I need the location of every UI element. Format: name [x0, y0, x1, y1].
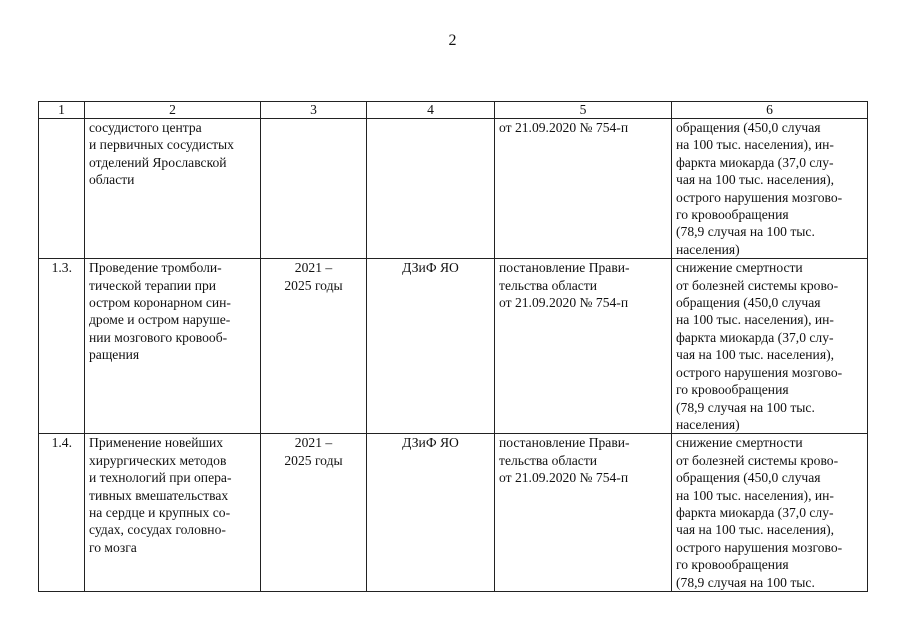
row-number-cell: [39, 119, 85, 259]
table-row: [39, 259, 868, 434]
period-cell: 2021 – 2025 годы: [261, 259, 367, 434]
expected-result-cell: снижение смертности от болезней системы крово- обращения (450,0 случая на 100 тыс. населения), ин- фаркта миокарда (37,0 слу- чая на 100 тыс. населения), острого нарушения мозгово- го кровообращения (78,9 случая на 100 тыс. населения): [672, 259, 868, 434]
column-header-5: 5: [495, 102, 672, 119]
measure-name-cell: Проведение тромболи- тической терапии при остром коронарном син- дроме и остром наруше- нии мозгового кровооб- ращения: [85, 259, 261, 434]
legal-basis-cell: постановление Прави- тельства области от 21.09.2020 № 754-п: [495, 259, 672, 434]
period-cell: [261, 119, 367, 259]
legal-basis-cell: постановление Прави- тельства области от 21.09.2020 № 754-п: [495, 434, 672, 592]
row-number-cell: 1.3.: [39, 259, 85, 434]
period-cell: 2021 – 2025 годы: [261, 434, 367, 592]
row-number-cell: 1.4.: [39, 434, 85, 592]
legal-basis-cell: от 21.09.2020 № 754-п: [495, 119, 672, 259]
measure-name-cell: Применение новейших хирургических методов и технологий при опера- тивных вмешательствах на сердце и крупных со- судах, сосудах головно- го мозга: [85, 434, 261, 592]
measure-name-cell: сосудистого центра и первичных сосудистых отделений Ярославской области: [85, 119, 261, 259]
table-header-row: [39, 102, 868, 119]
measures-table: [38, 101, 868, 592]
column-header-6: 6: [672, 102, 868, 119]
column-header-4: 4: [367, 102, 495, 119]
executor-cell: ДЗиФ ЯО: [367, 434, 495, 592]
executor-cell: [367, 119, 495, 259]
expected-result-cell: снижение смертности от болезней системы крово- обращения (450,0 случая на 100 тыс. населения), ин- фаркта миокарда (37,0 слу- чая на 100 тыс. населения), острого нарушения мозгово- го кровообращения (78,9 случая на 100 тыс.: [672, 434, 868, 592]
executor-cell: ДЗиФ ЯО: [367, 259, 495, 434]
column-header-2: 2: [85, 102, 261, 119]
table-row: [39, 434, 868, 592]
expected-result-cell: обращения (450,0 случая на 100 тыс. населения), ин- фаркта миокарда (37,0 слу- чая на 100 тыс. населения), острого нарушения мозгово- го кровообращения (78,9 случая на 100 тыс. населения): [672, 119, 868, 259]
page-number: 2: [448, 32, 457, 49]
table-row: [39, 119, 868, 259]
column-header-1: 1: [39, 102, 85, 119]
column-header-3: 3: [261, 102, 367, 119]
